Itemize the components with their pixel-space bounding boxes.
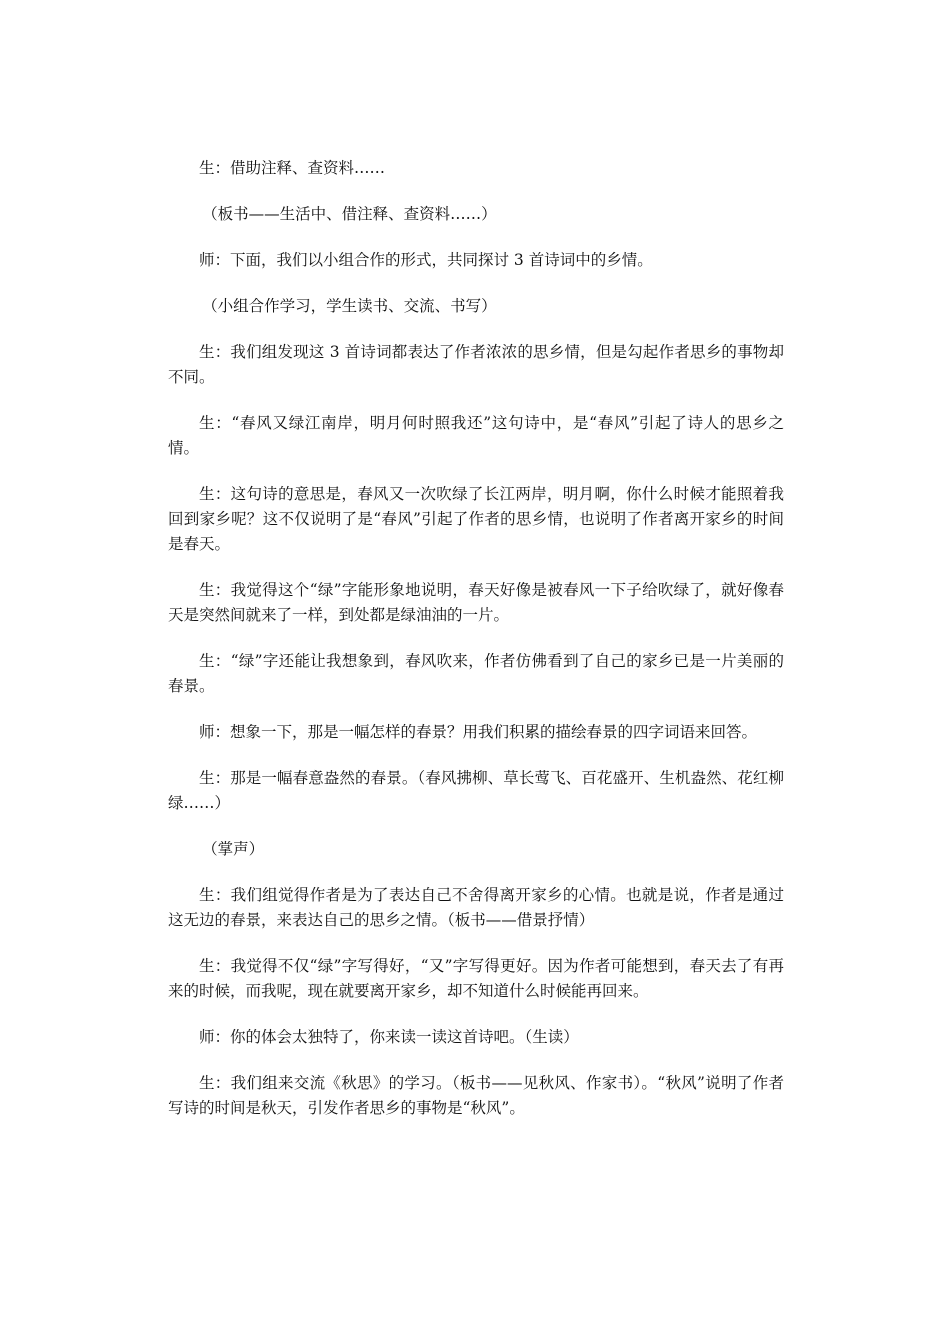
- applause-note: （掌声）: [202, 840, 265, 858]
- paragraph: 生：借助注释、查资料……: [199, 159, 386, 177]
- paragraph: 师：你的体会太独特了，你来读一读这首诗吧。（生读）: [199, 1028, 579, 1046]
- paragraph: 师：下面，我们以小组合作的形式，共同探讨 3 首诗词中的乡情。: [199, 251, 653, 269]
- paragraph: 师：想象一下，那是一幅怎样的春景？用我们积累的描绘春景的四字词语来回答。: [199, 723, 758, 741]
- paragraph: 生：我觉得这个“绿”字能形象地说明，春天好像是被春风一下子给吹绿了，就好像春天是突然间就来了一样，到处都是绿油油的一片。: [168, 581, 784, 624]
- paragraph: 生：我们组觉得作者是为了表达自己不舍得离开家乡的心情。也就是说，作者是通过这无边的春景，来表达自己的思乡之情。（板书——借景抒情）: [168, 886, 784, 929]
- board-note: （板书——生活中、借注释、查资料……）: [202, 205, 497, 223]
- activity-note: （小组合作学习，学生读书、交流、书写）: [202, 297, 497, 315]
- paragraph: 生：“绿”字还能让我想象到，春风吹来，作者仿佛看到了自己的家乡已是一片美丽的春景。: [168, 652, 784, 695]
- paragraph: 生：我觉得不仅“绿”字写得好，“又”字写得更好。因为作者可能想到，春天去了有再来的时候，而我呢，现在就要离开家乡，却不知道什么时候能再回来。: [168, 957, 784, 1000]
- paragraph: 生：“春风又绿江南岸，明月何时照我还”这句诗中，是“春风”引起了诗人的思乡之情。: [168, 414, 784, 457]
- document-body: [168, 156, 784, 1142]
- paragraph: 生：我们组来交流《秋思》的学习。（板书——见秋风、作家书）。“秋风”说明了作者写诗的时间是秋天，引发作者思乡的事物是“秋风”。: [168, 1074, 784, 1117]
- paragraph: 生：我们组发现这 3 首诗词都表达了作者浓浓的思乡情，但是勾起作者思乡的事物却不同。: [168, 343, 784, 386]
- paragraph: 生：这句诗的意思是，春风又一次吹绿了长江两岸，明月啊，你什么时候才能照着我回到家乡呢？这不仅说明了是“春风”引起了作者的思乡情，也说明了作者离开家乡的时间是春天。: [168, 485, 784, 553]
- paragraph: 生：那是一幅春意盎然的春景。（春风拂柳、草长莺飞、百花盛开、生机盎然、花红柳绿……）: [168, 769, 784, 812]
